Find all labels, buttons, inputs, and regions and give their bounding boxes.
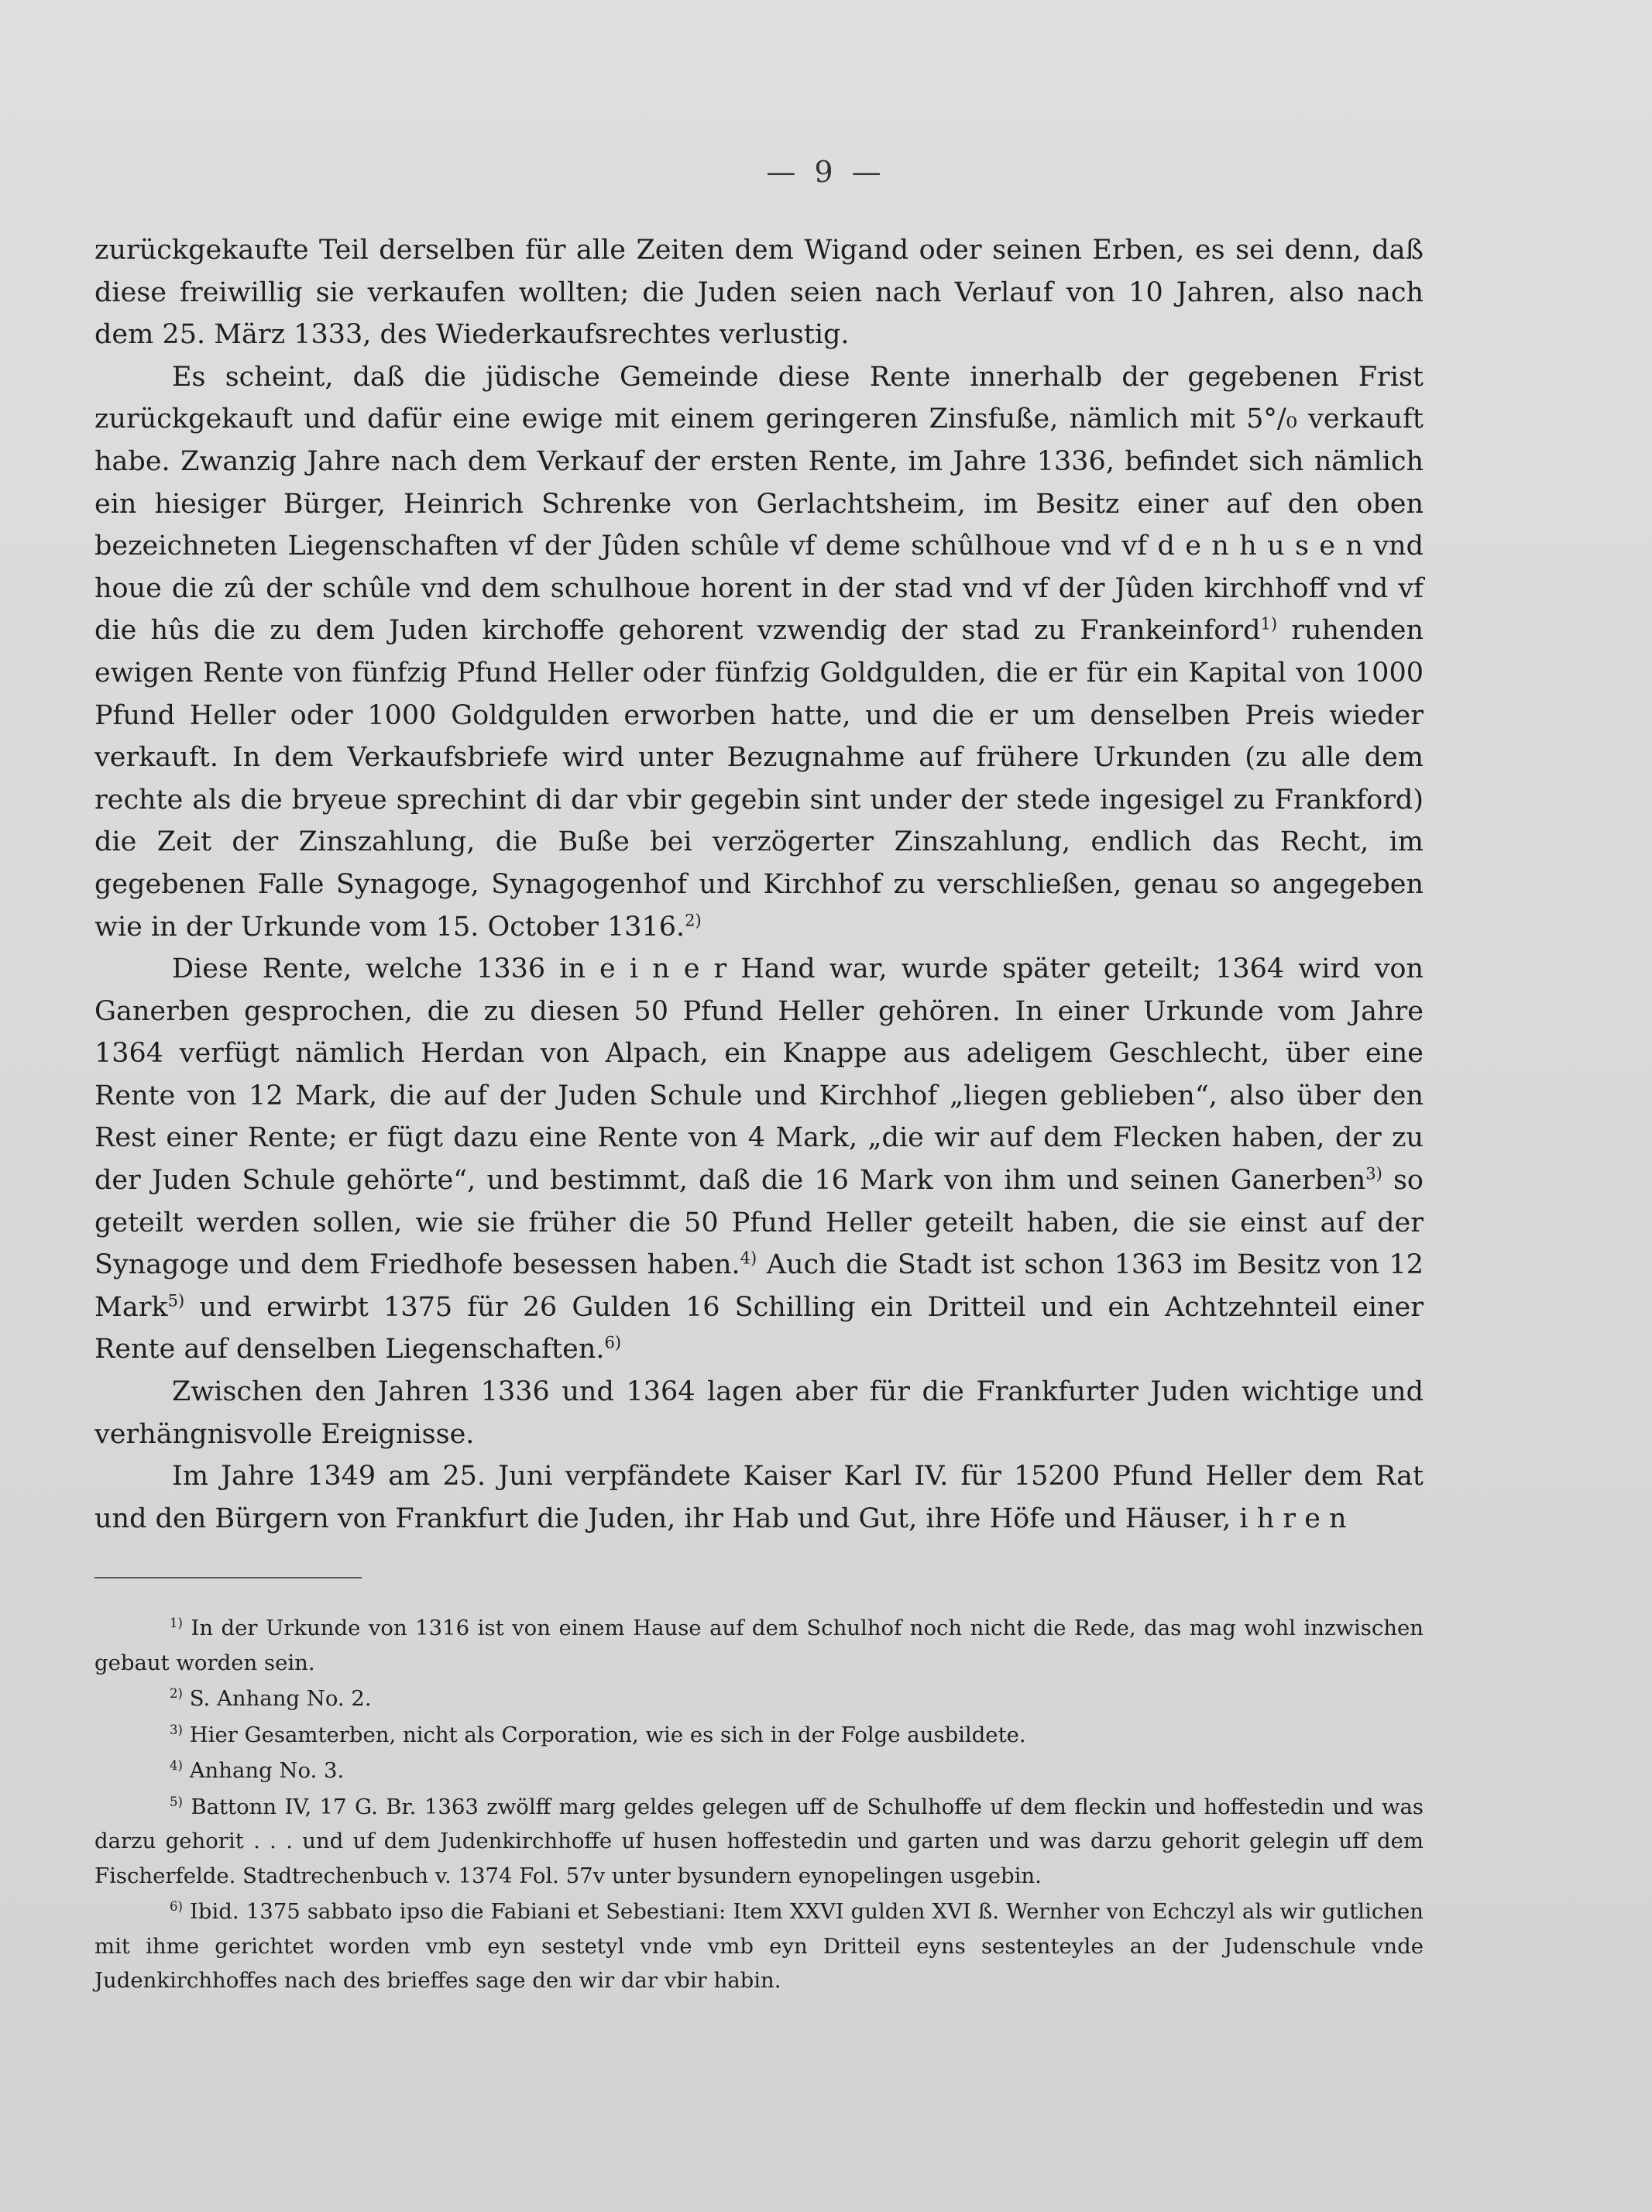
footnote	[94, 1718, 1424, 1753]
page-number: — 9 —	[766, 155, 886, 189]
footnote-text: In der Urkunde von 1316 ist von einem Hause auf dem Schulhof noch nicht die Rede, das mag wohl inzwischen gebaut worden sein.	[94, 1616, 1424, 1675]
paragraph-text: Es scheint, daß die jüdische Gemeinde diese Rente innerhalb der gegebenen Frist zurückgekauft und dafür eine ewige mit einem geringeren Zinsfuße, nämlich mit 5°/₀ verkauft habe. Zwanzig Jahre nach dem Verkauf der ersten Rente, im Jahre 1336, befindet sich nämlich ein hiesiger Bürger, Heinrich Schrenke von Gerlachtsheim, im Besitz einer auf den oben bezeichneten Liegenschaften vf der Jûden schûle vf deme schûlhoue vnd vf d e n h u s e n vnd houe die zû der schûle vnd dem schulhoue horent in der stad vnd vf der Jûden kirchhoff vnd vf die hûs die zu dem Juden kirchoffe gehorent vzwendig der stad zu Frankeinford	[94, 361, 1424, 647]
paragraph-text: ruhenden ewigen Rente von fünfzig Pfund Heller oder fünfzig Goldgulden, die er für ein Kapital von 1000 Pfund Heller oder 1000 Goldgulden erworben hatte, und die er um denselben Preis wieder verkauft. In dem Verkaufsbriefe wird unter Bezugnahme auf frühere Urkunden (zu alle dem rechte als die bryeue sprechint di dar vbir gegebin sint under der stede ingesigel zu Frankford) die Zeit der Zinszahlung, die Buße bei verzögerter Zinszahlung, endlich das Recht, im gegebenen Falle Synagoge, Synagogenhof und Kirchhof zu verschließen, genau so angegeben wie in der Urkunde vom 15. October 1316.	[94, 615, 1424, 943]
footnote-marker: 2)	[170, 1685, 183, 1701]
paragraph	[94, 356, 1424, 948]
paragraph-text: Zwischen den Jahren 1336 und 1364 lagen aber für die Frankfurter Juden wichtige und verhängnisvolle Ereignisse.	[94, 1376, 1424, 1450]
footnote-text: Battonn IV, 17 G. Br. 1363 zwölff marg geldes gelegen uff de Schulhoffe uf dem fleckin und hoffestedin und was darzu gehorit . . . und uf dem Judenkirchhoffe uf husen hoffestedin und garten und was darzu gehorit gelegin uff dem Fischerfelde. Stadtrechenbuch v. 1374 Fol. 57v unter bysundern eynopelingen usgebin.	[94, 1794, 1424, 1888]
footnote-ref: 4)	[740, 1249, 757, 1268]
footnote-text: Ibid. 1375 sabbato ipso die Fabiani et Sebestiani: Item XXVI gulden XVI ß. Wernher von Echczyl als wir gutlichen mit ihme gerichtet worden vmb eyn sestetyl vnde vmb eyn Dritteil eyns sestenteyles an der Judenschule vnde Judenkirchhoffes nach des brieffes sage den wir dar vbir habin.	[94, 1899, 1424, 1993]
footnote	[94, 1611, 1424, 1680]
footnote-marker: 3)	[170, 1722, 183, 1737]
footnote	[94, 1790, 1424, 1894]
paragraph-text: zurückgekaufte Teil derselben für alle Zeiten dem Wigand oder seinen Erben, es sei denn, daß diese freiwillig sie verkaufen wollten; die Juden seien nach Verlauf von 10 Jahren, also nach dem 25. März 1333, des Wiederkaufsrechtes verlustig.	[94, 235, 1424, 351]
paragraph-text: Auch die Stadt ist schon 1363 im Besitz von 12 Mark	[94, 1249, 1424, 1323]
footnote-marker: 1)	[170, 1615, 183, 1630]
footnote	[94, 1681, 1424, 1716]
paragraph-text: so geteilt werden sollen, wie sie früher die 50 Pfund Heller geteilt haben, die sie einst auf der Synagoge und dem Friedhofe besessen haben.	[94, 1165, 1424, 1281]
paragraph-text: und erwirbt 1375 für 26 Gulden 16 Schilling ein Dritteil und ein Achtzehnteil einer Rente auf denselben Liegenschaften.	[94, 1291, 1424, 1365]
footnote-ref: 3)	[1365, 1164, 1382, 1183]
footnote-marker: 4)	[170, 1757, 183, 1773]
footnote-text: S. Anhang No. 2.	[189, 1686, 372, 1711]
paragraph	[94, 1371, 1424, 1455]
paragraph	[94, 1455, 1424, 1540]
footnote-ref: 2)	[685, 910, 702, 929]
footnote	[94, 1753, 1424, 1788]
footnote-ref: 5)	[167, 1291, 185, 1310]
footnote-marker: 6)	[170, 1898, 183, 1914]
footnote-ref: 1)	[1260, 614, 1278, 634]
footnote	[94, 1894, 1424, 1998]
paragraph-text: Im Jahre 1349 am 25. Juni verpfändete Kaiser Karl IV. für 15200 Pfund Heller dem Rat und den Bürgern von Frankfurt die Juden, ihr Hab und Gut, ihre Höfe und Häuser, i h r e n	[94, 1461, 1424, 1534]
body-text	[94, 229, 1424, 1540]
footnotes	[94, 1611, 1424, 2000]
footnote-text: Hier Gesamterben, nicht als Corporation, wie es sich in der Folge ausbildete.	[189, 1722, 1026, 1747]
paragraph-text: Diese Rente, welche 1336 in e i n e r Hand war, wurde später geteilt; 1364 wird von Ganerben gesprochen, die zu diesen 50 Pfund Heller gehören. In einer Urkunde vom Jahre 1364 verfügt nämlich Herdan von Alpach, ein Knappe aus adeligem Geschlecht, über eine Rente von 12 Mark, die auf der Juden Schule und Kirchhof „liegen geblieben“, also über den Rest einer Rente; er fügt dazu eine Rente von 4 Mark, „die wir auf dem Flecken haben, der zu der Juden Schule gehörte“, und bestimmt, daß die 16 Mark von ihm und seinen Ganerben	[94, 953, 1424, 1197]
paragraph	[94, 948, 1424, 1371]
footnote-text: Anhang No. 3.	[189, 1758, 345, 1783]
footnote-marker: 5)	[170, 1794, 183, 1809]
footnote-divider	[94, 1577, 362, 1578]
footnote-ref: 6)	[604, 1333, 622, 1352]
paragraph	[94, 229, 1424, 356]
